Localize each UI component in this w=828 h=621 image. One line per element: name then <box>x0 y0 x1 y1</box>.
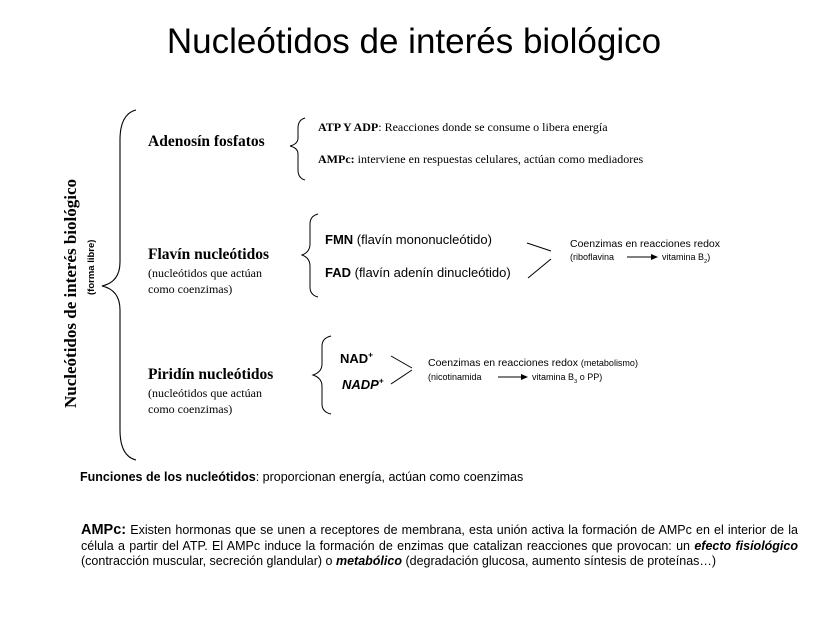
fad-desc: (flavín adenín dinucleótido) <box>351 265 511 280</box>
piridin-line-top <box>391 356 412 368</box>
atp-label: ATP Y ADP <box>318 120 379 134</box>
ampc-paragraph-lead: AMPc: <box>81 522 127 538</box>
piridin-vitamin-sub: 3 <box>574 378 578 385</box>
fad-label: FAD <box>325 265 351 280</box>
vertical-subtitle: (forma libre) <box>86 239 97 295</box>
piridin-coenzimas-small: (metabolismo) <box>580 358 638 368</box>
flavin-vitamin <box>662 252 711 265</box>
flavin-subtitle-2: como coenzimas) <box>148 282 233 296</box>
atp-desc: : Reacciones donde se consume o libera energía <box>378 120 608 134</box>
piridin-coenzimas-text: Coenzimas en reacciones redox <box>428 357 581 369</box>
flavin-title: Flavín nucleótidos <box>148 246 270 263</box>
fmn-label: FMN <box>325 232 354 247</box>
ampc-paragraph <box>81 523 798 570</box>
piridin-vitamin-text: vitamina B <box>532 372 575 382</box>
vertical-title: Nucleótidos de interés biológico <box>61 178 80 408</box>
piridin-source: (nicotinamida <box>428 372 482 382</box>
nad-sup: + <box>368 349 374 360</box>
fad-item <box>325 265 511 280</box>
piridin-vitamin-rest: o PP) <box>577 372 603 382</box>
flavin-arrow-head <box>651 254 658 260</box>
fmn-desc: (flavín mononucleótido) <box>353 232 492 247</box>
funciones-text: : proporcionan energía, actúan como coenzimas <box>255 470 524 484</box>
piridin-vitamin <box>532 372 603 385</box>
piridin-title: Piridín nucleótidos <box>148 366 274 383</box>
flavin-vitamin-close: ) <box>707 252 711 262</box>
nad-label: NAD <box>340 351 369 366</box>
adenosin-title: Adenosín fosfatos <box>148 133 265 150</box>
page-title: Nucleótidos de interés biológico <box>166 22 662 61</box>
flavin-coenzimas: Coenzimas en reacciones redox <box>570 238 720 250</box>
ampc-item <box>318 152 643 167</box>
ampc-paragraph-p1: Existen hormonas que se unen a receptores de membrana, esta unión activa la formación de AMPc en el interior de la célula a partir del ATP. El AMPc induce la formación de enzimas que catalizan reacciones que provocan: un <box>81 523 798 553</box>
piridin-subtitle-2: como coenzimas) <box>148 402 233 416</box>
flavin-line-bottom <box>528 259 551 278</box>
nad-item <box>340 351 373 366</box>
ampc-paragraph-p3: (degradación glucosa, aumento síntesis de proteínas…) <box>401 554 717 568</box>
piridin-arrow-head <box>521 374 528 380</box>
nadp-sup: + <box>378 375 384 386</box>
funciones-line <box>80 470 523 484</box>
atp-item <box>318 120 608 135</box>
fmn-item <box>325 232 492 247</box>
piridin-coenzimas <box>428 357 638 369</box>
flavin-vitamin-text: vitamina B <box>662 252 705 262</box>
funciones-label: Funciones de los nucleótidos <box>80 470 256 484</box>
ampc-label: AMPc: <box>318 152 355 166</box>
ampc-desc: interviene en respuestas celulares, actúan como mediadores <box>354 152 644 166</box>
nadp-item <box>342 377 384 392</box>
piridin-brace <box>313 336 331 414</box>
metabolico: metabólico <box>335 554 402 568</box>
flavin-vitamin-sub: 2 <box>704 258 708 265</box>
main-brace <box>102 110 136 460</box>
adenosin-brace <box>290 118 305 180</box>
flavin-brace <box>302 214 318 297</box>
piridin-subtitle-1: (nucleótidos que actúan <box>148 386 262 400</box>
flavin-source: (riboflavina <box>570 252 615 262</box>
ampc-paragraph-p2: (contracción muscular, secreción glandular) o <box>81 554 336 568</box>
flavin-subtitle-1: (nucleótidos que actúan <box>148 266 262 280</box>
nadp-label: NADP <box>342 377 379 392</box>
flavin-line-top <box>527 243 551 251</box>
piridin-line-bottom <box>391 370 412 384</box>
efecto-fisiologico: efecto fisiológico <box>694 538 798 553</box>
